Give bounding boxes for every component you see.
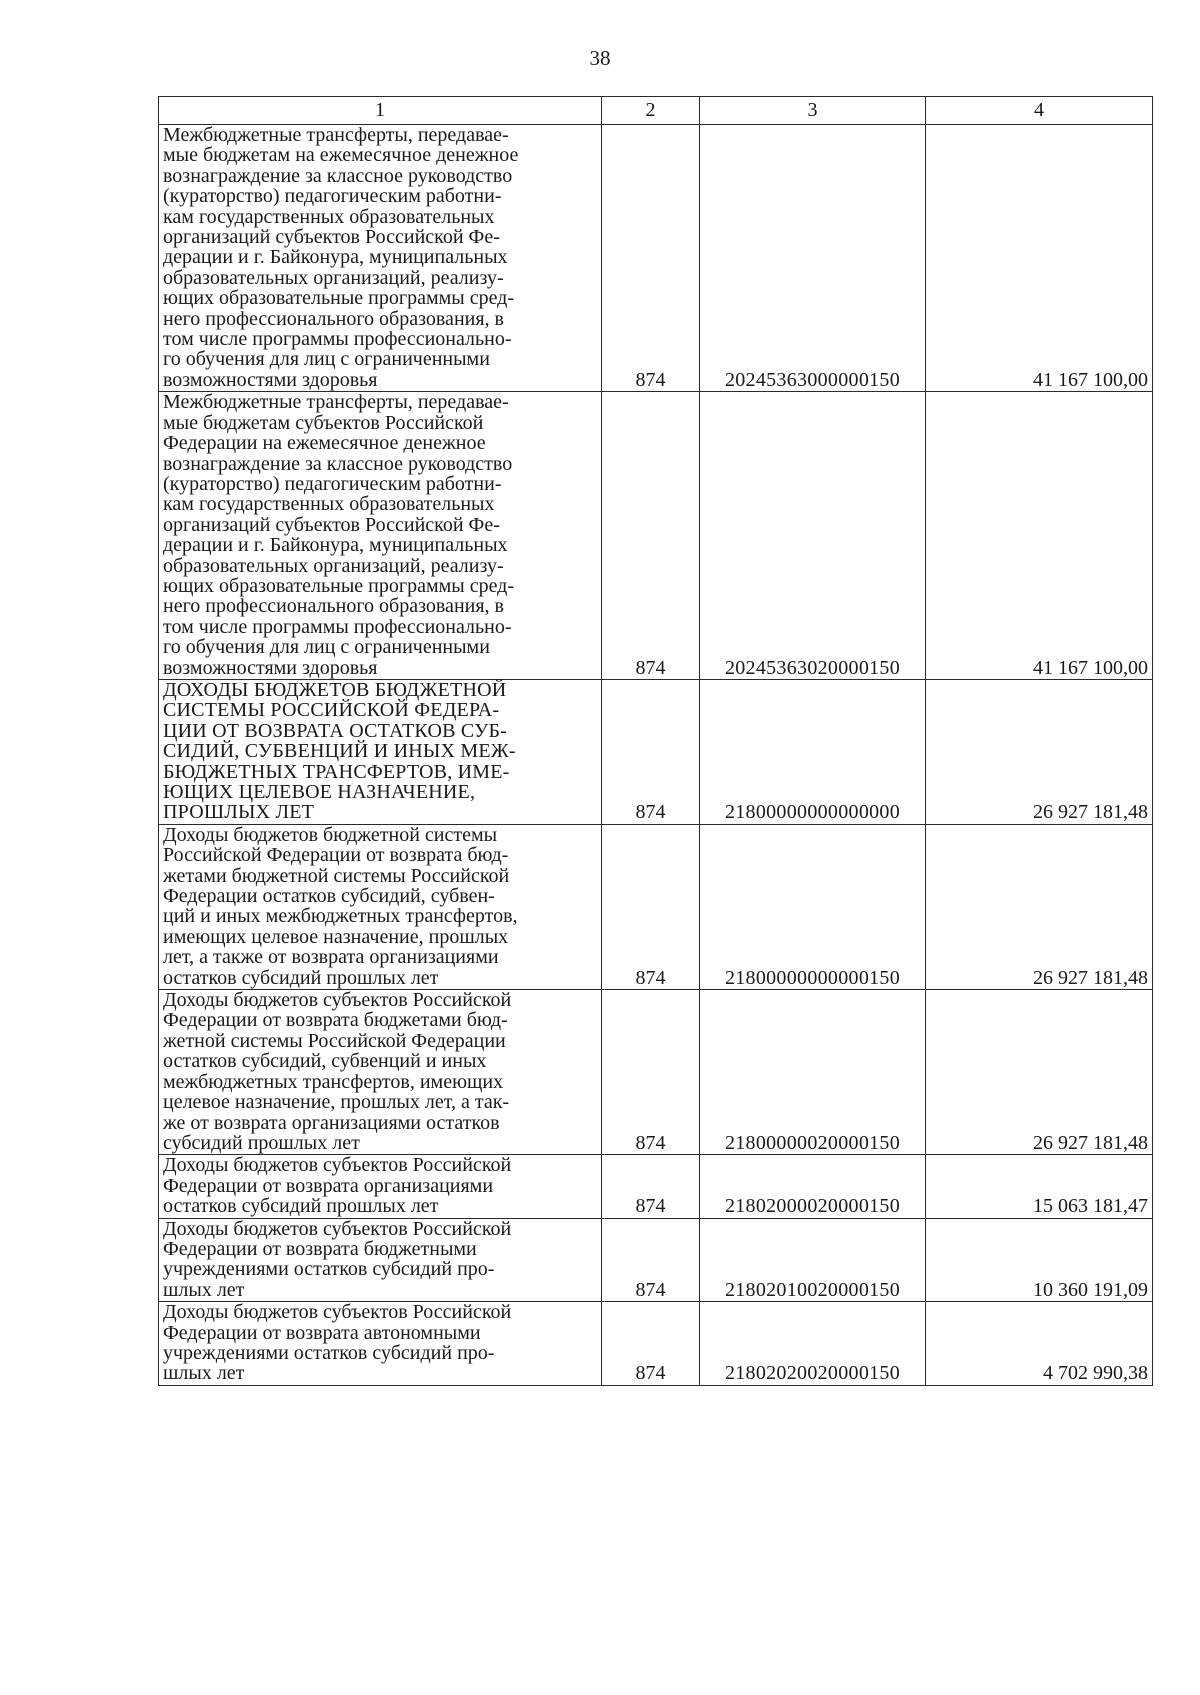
budget-code-cell: 21802010020000150	[700, 1218, 926, 1302]
name-line: образовательных организаций, реализу-	[163, 554, 504, 577]
name-line: БЮДЖЕТНЫХ ТРАНСФЕРТОВ, ИМЕ-	[163, 760, 510, 783]
table-row	[159, 125, 1153, 392]
header-col-4: 4	[926, 97, 1153, 125]
row-name	[159, 392, 602, 680]
name-line: него профессионального образования, в	[163, 595, 504, 618]
name-line: ющих образовательные программы сред-	[163, 574, 515, 597]
name-line: жетной системы Российской Федерации	[163, 1029, 506, 1052]
amount-cell: 10 360 191,09	[926, 1218, 1153, 1302]
name-line: том числе программы профессионально-	[163, 328, 512, 351]
name-line: (кураторство) педагогическим работни-	[163, 185, 502, 208]
table-row	[159, 1302, 1153, 1386]
name-line: том числе программы профессионально-	[163, 615, 512, 638]
name-line: вознаграждение за классное руководство	[163, 452, 513, 475]
row-name	[159, 824, 602, 989]
name-line: дерации и г. Байконура, муниципальных	[163, 246, 508, 269]
budget-code-cell: 21802020020000150	[700, 1302, 926, 1386]
amount-cell: 41 167 100,00	[926, 392, 1153, 680]
name-line: организаций субъектов Российской Фе-	[163, 226, 500, 249]
admin-code-cell: 874	[602, 990, 700, 1155]
header-row	[159, 97, 1153, 125]
row-name	[159, 990, 602, 1155]
name-line: ющих образовательные программы сред-	[163, 287, 515, 310]
name-line: Федерации от возврата бюджетными	[163, 1237, 477, 1260]
amount-cell: 15 063 181,47	[926, 1155, 1153, 1218]
amount-cell: 26 927 181,48	[926, 990, 1153, 1155]
amount-cell: 4 702 990,38	[926, 1302, 1153, 1386]
name-line: Доходы бюджетов субъектов Российской	[163, 1301, 512, 1324]
name-line: образовательных организаций, реализу-	[163, 266, 504, 289]
budget-code-cell: 21800000020000150	[700, 990, 926, 1155]
table-row	[159, 392, 1153, 680]
name-line: организаций субъектов Российской Фе-	[163, 513, 500, 536]
table-row	[159, 824, 1153, 989]
name-line: лет, а также от возврата организациями	[163, 946, 499, 969]
row-name	[159, 1155, 602, 1218]
name-line: субсидий прошлых лет	[163, 1131, 360, 1154]
admin-code-cell: 874	[602, 679, 700, 824]
header-col-1: 1	[159, 97, 602, 125]
name-line: ПРОШЛЫХ ЛЕТ	[163, 801, 315, 824]
name-line: ЦИИ ОТ ВОЗВРАТА ОСТАТКОВ СУБ-	[163, 719, 508, 742]
name-line: шлых лет	[163, 1362, 245, 1385]
name-line: Межбюджетные трансферты, передавае-	[163, 124, 509, 146]
admin-code-cell: 874	[602, 1155, 700, 1218]
name-line: го обучения для лиц с ограниченными	[163, 636, 490, 659]
row-name	[159, 679, 602, 824]
name-line: СИДИЙ, СУБВЕНЦИЙ И ИНЫХ МЕЖ-	[163, 740, 516, 763]
name-line: го обучения для лиц с ограниченными	[163, 348, 490, 371]
budget-code-cell: 21800000000000000	[700, 679, 926, 824]
budget-code-cell: 20245363000000150	[700, 125, 926, 392]
name-line: остатков субсидий, субвенций и иных	[163, 1050, 487, 1073]
name-line: Федерации от возврата автономными	[163, 1321, 481, 1344]
name-line: Федерации от возврата организациями	[163, 1174, 494, 1197]
name-line: ЮЩИХ ЦЕЛЕВОЕ НАЗНАЧЕНИЕ,	[163, 781, 476, 803]
name-line: шлых лет	[163, 1278, 245, 1301]
table-row	[159, 990, 1153, 1155]
admin-code-cell: 874	[602, 824, 700, 989]
name-line: остатков субсидий прошлых лет	[163, 966, 439, 989]
name-line: Межбюджетные трансферты, передавае-	[163, 391, 509, 414]
name-line: межбюджетных трансфертов, имеющих	[163, 1070, 504, 1093]
name-line: возможностями здоровья	[163, 656, 378, 679]
name-line: Федерации на ежемесячное денежное	[163, 432, 486, 455]
revenue-table	[158, 96, 1153, 1386]
row-name	[159, 1302, 602, 1386]
name-line: СИСТЕМЫ РОССИЙСКОЙ ФЕДЕРА-	[163, 699, 500, 722]
name-line: возможностями здоровья	[163, 368, 378, 391]
name-line: жетами бюджетной системы Российской	[163, 864, 510, 887]
name-line: дерации и г. Байконура, муниципальных	[163, 534, 508, 557]
budget-code-cell: 21800000000000150	[700, 824, 926, 989]
amount-cell: 41 167 100,00	[926, 125, 1153, 392]
admin-code-cell: 874	[602, 1218, 700, 1302]
header-col-2: 2	[602, 97, 700, 125]
admin-code-cell: 874	[602, 1302, 700, 1386]
header-col-3: 3	[700, 97, 926, 125]
name-line: (кураторство) педагогическим работни-	[163, 472, 502, 495]
amount-cell: 26 927 181,48	[926, 679, 1153, 824]
table-row	[159, 679, 1153, 824]
name-line: мые бюджетам субъектов Российской	[163, 411, 484, 434]
name-line: учреждениями остатков субсидий про-	[163, 1258, 495, 1281]
name-line: мые бюджетам на ежемесячное денежное	[163, 144, 519, 167]
name-line: остатков субсидий прошлых лет	[163, 1195, 439, 1218]
name-line: учреждениями остатков субсидий про-	[163, 1341, 495, 1364]
name-line: целевое назначение, прошлых лет, а так-	[163, 1091, 510, 1114]
budget-code-cell: 21802000020000150	[700, 1155, 926, 1218]
name-line: Доходы бюджетов субъектов Российской	[163, 1154, 512, 1177]
name-line: Федерации остатков субсидий, субвен-	[163, 885, 495, 908]
name-line: же от возврата организациями остатков	[163, 1111, 500, 1134]
name-line: имеющих целевое назначение, прошлых	[163, 925, 509, 948]
admin-code-cell: 874	[602, 125, 700, 392]
name-line: ДОХОДЫ БЮДЖЕТОВ БЮДЖЕТНОЙ	[163, 678, 507, 701]
budget-code-cell: 20245363020000150	[700, 392, 926, 680]
name-line: Доходы бюджетов субъектов Российской	[163, 1217, 512, 1240]
table-row	[159, 1155, 1153, 1218]
name-line: Доходы бюджетов субъектов Российской	[163, 989, 512, 1012]
row-name	[159, 125, 602, 392]
name-line: вознаграждение за классное руководство	[163, 164, 513, 187]
name-line: Доходы бюджетов бюджетной системы	[163, 823, 498, 846]
table-row	[159, 1218, 1153, 1302]
name-line: ций и иных межбюджетных трансфертов,	[163, 905, 518, 928]
name-line: Федерации от возврата бюджетами бюд-	[163, 1009, 508, 1032]
name-line: него профессионального образования, в	[163, 307, 504, 330]
name-line: Российской Федерации от возврата бюд-	[163, 844, 509, 867]
row-name	[159, 1218, 602, 1302]
admin-code-cell: 874	[602, 392, 700, 680]
name-line: кам государственных образовательных	[163, 205, 495, 228]
page-number: 38	[589, 46, 611, 70]
amount-cell: 26 927 181,48	[926, 824, 1153, 989]
name-line: кам государственных образовательных	[163, 493, 495, 516]
